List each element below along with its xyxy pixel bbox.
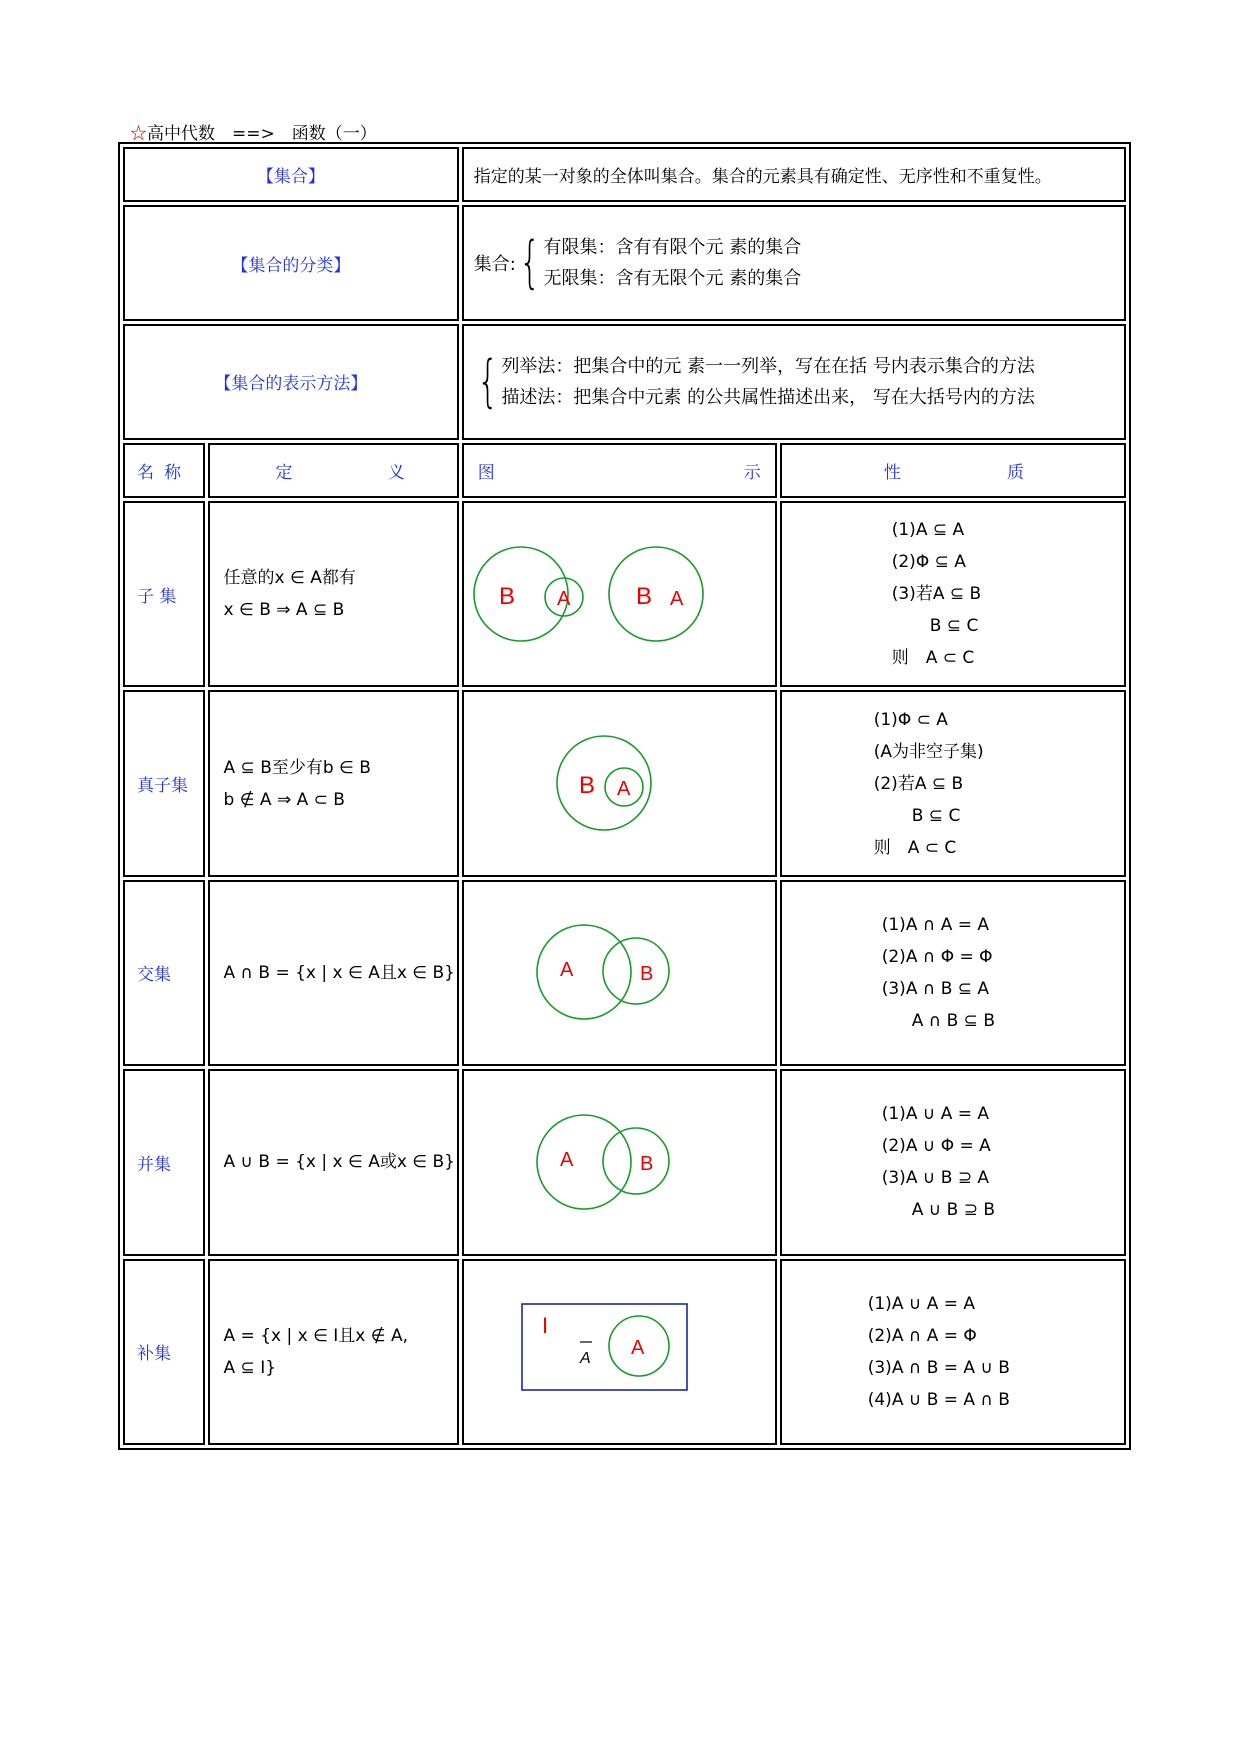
finite-set-line: 有限集：含有有限个元 素的集合 <box>543 237 802 259</box>
col-header-definition: 定 义 <box>208 443 459 498</box>
label-b: B <box>639 963 654 986</box>
row-definition: A = {x | x ∈ I且x ∉ A, A ⊆ I} <box>208 1259 459 1445</box>
table-row-subset <box>123 501 1126 687</box>
subset-venn-diagram <box>464 512 742 672</box>
set-label: A <box>630 1337 645 1360</box>
set-definition: 指定的某一对象的全体叫集合。集合的元素具有确定性、无序性和不重复性。 <box>462 147 1126 202</box>
inner-label: A <box>556 587 571 610</box>
label-a: A <box>559 1148 574 1171</box>
circle-a <box>537 925 631 1019</box>
col-header-properties: 性 质 <box>780 443 1126 498</box>
col-header-figure: 图 示 <box>462 443 777 498</box>
circle-a <box>537 1115 631 1209</box>
label-a: A <box>559 959 574 982</box>
circle-b <box>603 938 669 1004</box>
row-properties: (1)A ∪ A = A (2)A ∩ A = Φ (3)A ∩ B = A ∪ B (4)A ∪ B = A ∩ B <box>780 1259 1126 1445</box>
enumeration-line: 列举法：把集合中的元 素一一列举，写在在括 号内表示集合的方法 <box>501 355 1035 377</box>
infinite-set-line: 无限集：含有无限个元 素的集合 <box>543 268 802 290</box>
label-classification: 【集合的分类】 <box>123 205 459 321</box>
outer-circle <box>557 736 651 830</box>
table-row-proper-subset <box>123 690 1126 876</box>
row-figure <box>462 1069 777 1255</box>
table-row-intersection <box>123 880 1126 1066</box>
title-text: 高中代数 ==> 函数（一） <box>147 124 377 144</box>
circle-b <box>603 1128 669 1194</box>
complement-label: A <box>579 1350 591 1368</box>
inner-label: A <box>616 778 631 801</box>
label-representation: 【集合的表示方法】 <box>123 324 459 440</box>
row-figure <box>462 880 777 1066</box>
representation-content <box>462 324 1126 440</box>
row-properties: (1)Φ ⊂ A (A为非空子集) (2)若A ⊆ B B ⊆ C 则 A ⊂ C <box>780 690 1126 876</box>
outer-label: B <box>498 582 515 610</box>
row-definition: A ∪ B = {x | x ∈ A或x ∈ B} <box>208 1069 459 1255</box>
row-figure <box>462 1259 777 1445</box>
row-properties: (1)A ⊆ A (2)Φ ⊆ A (3)若A ⊆ B B ⊆ C 则 A ⊂ C <box>780 501 1126 687</box>
classification-prefix: 集合: <box>473 254 516 276</box>
row-properties: (1)A ∪ A = A (2)A ∪ Φ = A (3)A ∪ B ⊇ A A ∪ B ⊇ B <box>780 1069 1126 1255</box>
intersection-venn-diagram <box>464 890 742 1050</box>
intro-row-representation <box>123 324 1126 440</box>
col-header-name: 名称 <box>123 443 205 498</box>
page-title <box>130 119 377 144</box>
row-figure <box>462 501 777 687</box>
intro-row-definition <box>123 147 1126 202</box>
column-header-row <box>123 443 1126 498</box>
label-b: B <box>639 1152 654 1175</box>
outer-circle <box>474 547 568 641</box>
star-icon: ☆ <box>130 124 147 144</box>
set-table <box>118 142 1131 1450</box>
intro-row-classification <box>123 205 1126 321</box>
outer-label: B <box>578 772 595 800</box>
row-name: 并集 <box>123 1069 205 1255</box>
row-figure <box>462 690 777 876</box>
row-name: 子 集 <box>123 501 205 687</box>
description-line: 描述法：把集合中元素 的公共属性描述出来， 写在大括号内的方法 <box>501 386 1035 408</box>
row-definition: 任意的x ∈ A都有 x ∈ B ⇒ A ⊆ B <box>208 501 459 687</box>
row-properties: (1)A ∩ A = A (2)A ∩ Φ = Φ (3)A ∩ B ⊆ A A ∩ B ⊆ B <box>780 880 1126 1066</box>
label-set: 【集合】 <box>123 147 459 202</box>
equal-label-a: A <box>669 587 684 610</box>
equal-label-b: B <box>635 582 652 610</box>
equal-circle <box>609 547 703 641</box>
left-brace-icon: { <box>519 230 541 296</box>
proper-subset-venn-diagram <box>464 701 742 861</box>
row-definition: A ∩ B = {x | x ∈ A且x ∈ B} <box>208 880 459 1066</box>
union-venn-diagram <box>464 1080 742 1240</box>
table-row-complement <box>123 1259 1126 1445</box>
left-brace-icon: { <box>476 348 499 414</box>
row-name: 交集 <box>123 880 205 1066</box>
table-row-union <box>123 1069 1126 1255</box>
complement-venn-diagram <box>464 1269 742 1429</box>
row-name: 真子集 <box>123 690 205 876</box>
universe-label: I <box>541 1313 548 1339</box>
row-name: 补集 <box>123 1259 205 1445</box>
classification-content <box>462 205 1126 321</box>
row-definition: A ⊆ B至少有b ∈ B b ∉ A ⇒ A ⊂ B <box>208 690 459 876</box>
